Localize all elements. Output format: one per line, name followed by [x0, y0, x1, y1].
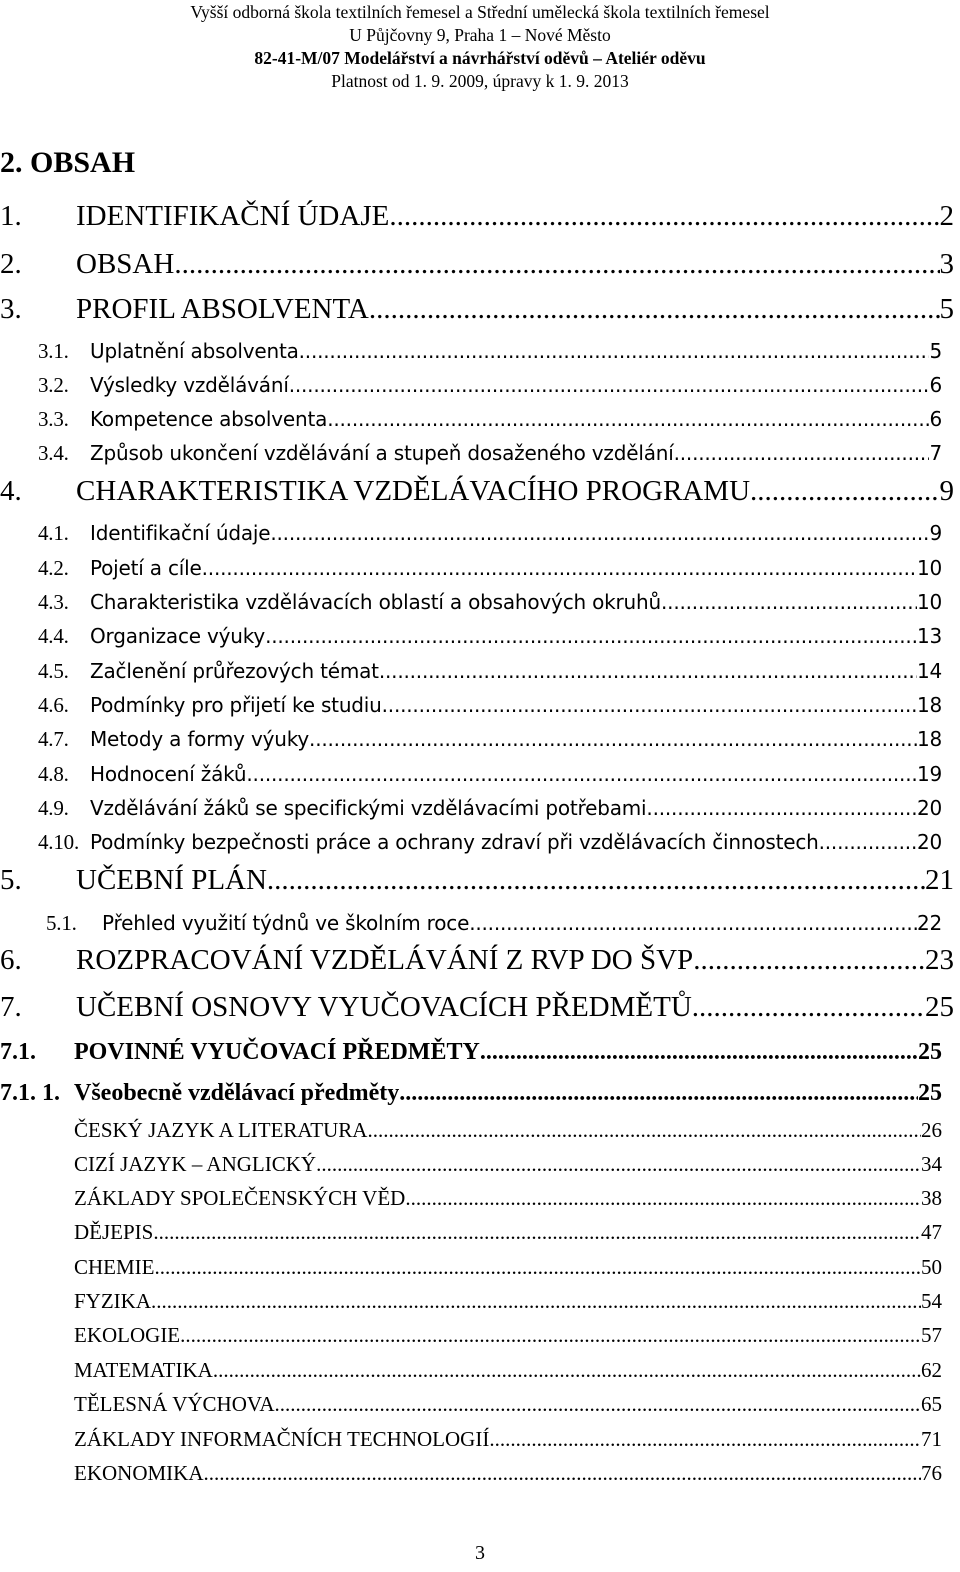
toc-entry-page: 5 [929, 339, 942, 363]
toc-entry-page: 9 [929, 521, 942, 545]
leader-dots [270, 521, 929, 545]
leader-dots [246, 762, 917, 786]
toc-entry-label: OBSAH [76, 248, 175, 280]
toc-entry[interactable] [38, 521, 942, 546]
leader-dots [174, 248, 939, 281]
toc-entry[interactable] [74, 1461, 942, 1486]
leader-dots [379, 659, 917, 683]
toc-entry-page: 54 [921, 1289, 942, 1313]
toc-entry[interactable] [74, 1186, 942, 1211]
leader-dots [819, 830, 917, 854]
toc-entry-label: Kompetence absolventa [90, 407, 328, 431]
toc-entry[interactable] [74, 1289, 942, 1314]
document-header [0, 1, 960, 93]
toc-entry-page: 38 [921, 1186, 942, 1210]
toc-entry[interactable] [0, 991, 954, 1024]
toc-entry-number: 4.6. [38, 693, 69, 717]
toc-entry-number: 7.1. 1. [0, 1080, 60, 1106]
toc-entry-page: 10 [916, 590, 942, 614]
toc-entry-page: 25 [925, 991, 954, 1023]
toc-entry-number: 2. [0, 248, 22, 280]
toc-entry-page: 6 [929, 373, 942, 397]
toc-entry-page: 2 [939, 200, 954, 232]
toc-entry-number: 6. [0, 944, 22, 976]
toc-entry-page: 19 [916, 762, 942, 786]
leader-dots [265, 624, 917, 648]
toc-entry[interactable] [38, 590, 942, 615]
toc-entry-number: 4.8. [38, 762, 69, 786]
toc-entry-page: 9 [939, 475, 954, 507]
leader-dots [480, 1039, 918, 1066]
toc-entry-label: POVINNÉ VYUČOVACÍ PŘEDMĚTY [74, 1039, 480, 1065]
leader-dots [661, 590, 917, 614]
toc-entry[interactable] [0, 864, 954, 897]
toc-entry-label: ČESKÝ JAZYK A LITERATURA [74, 1118, 368, 1142]
toc-entry-page: 26 [921, 1118, 942, 1142]
toc-entry[interactable] [38, 796, 942, 821]
toc-entry-number: 4. [0, 475, 22, 507]
toc-entry-page: 10 [916, 556, 942, 580]
toc-entry-label: PROFIL ABSOLVENTA [76, 293, 369, 325]
toc-entry[interactable] [38, 373, 942, 398]
toc-entry-page: 22 [916, 911, 942, 935]
leader-dots [646, 796, 917, 820]
toc-entry-page: 3 [939, 248, 954, 280]
section-title: 2. OBSAH [0, 146, 136, 179]
toc-entry[interactable] [0, 1080, 942, 1107]
toc-entry-number: 7.1. [0, 1039, 36, 1065]
leader-dots [750, 475, 939, 508]
leader-dots [316, 1152, 921, 1177]
toc-entry-page: 18 [916, 693, 942, 717]
leader-dots [369, 293, 940, 326]
toc-entry-label: Hodnocení žáků [90, 762, 247, 786]
toc-entry[interactable] [74, 1152, 942, 1177]
toc-entry-label: Identifikační údaje [90, 521, 271, 545]
toc-entry-label: UČEBNÍ PLÁN [76, 864, 267, 896]
toc-entry-page: 18 [916, 727, 942, 751]
toc-entry[interactable] [38, 727, 942, 752]
toc-entry-page: 20 [916, 830, 942, 854]
toc-entry-label: ROZPRACOVÁNÍ VZDĚLÁVÁNÍ Z RVP DO ŠVP [76, 944, 694, 976]
toc-entry-number: 4.5. [38, 659, 69, 683]
page-number: 3 [475, 1542, 485, 1564]
toc-entry[interactable] [74, 1323, 942, 1348]
toc-entry[interactable] [46, 911, 942, 936]
leader-dots [180, 1323, 921, 1348]
toc-entry-label: Přehled využití týdnů ve školním roce [102, 911, 470, 935]
toc-entry-label: ZÁKLADY INFORMAČNÍCH TECHNOLOGIÍ [74, 1427, 490, 1451]
toc-entry-label: Podmínky pro přijetí ke studiu [90, 693, 382, 717]
toc-entry-number: 7. [0, 991, 22, 1023]
leader-dots [202, 556, 917, 580]
toc-entry-label: FYZIKA [74, 1289, 151, 1313]
toc-entry-page: 21 [925, 864, 954, 896]
toc-entry-page: 50 [921, 1255, 942, 1279]
toc-entry-page: 34 [921, 1152, 942, 1176]
toc-entry-label: Všeobecně vzdělávací předměty [74, 1080, 400, 1106]
toc-entry-label: Výsledky vzdělávání [90, 373, 289, 397]
toc-entry-label: Charakteristika vzdělávacích oblastí a obsahových okruhů [90, 590, 661, 614]
toc-entry[interactable] [74, 1392, 942, 1417]
toc-entry-label: Způsob ukončení vzdělávání a stupeň dosaženého vzdělání [90, 441, 674, 465]
toc-entry-label: Začlenění průřezových témat [90, 659, 379, 683]
leader-dots [267, 864, 925, 897]
leader-dots [204, 1461, 922, 1486]
toc-entry[interactable] [38, 407, 942, 432]
leader-dots [692, 991, 925, 1024]
leader-dots [489, 1427, 921, 1452]
leader-dots [405, 1186, 921, 1211]
toc-entry-number: 4.7. [38, 727, 69, 751]
toc-entry[interactable] [74, 1220, 942, 1245]
toc-entry-page: 57 [921, 1323, 942, 1347]
toc-entry-page: 71 [921, 1427, 942, 1451]
toc-entry-number: 3.4. [38, 441, 69, 465]
toc-entry[interactable] [0, 944, 954, 977]
toc-entry-number: 3.3. [38, 407, 69, 431]
toc-entry[interactable] [38, 556, 942, 581]
toc-entry-number: 3.1. [38, 339, 69, 363]
header-program: 82-41-M/07 Modelářství a návrhářství oděvů – Ateliér oděvu [254, 48, 706, 68]
toc-entry[interactable] [74, 1255, 942, 1280]
toc-entry-page: 14 [916, 659, 942, 683]
toc-entry[interactable] [38, 830, 942, 855]
toc-entry-page: 23 [925, 944, 954, 976]
toc-entry[interactable] [0, 200, 954, 233]
toc-entry-label: Podmínky bezpečnosti práce a ochrany zdraví při vzdělávacích činnostech [90, 830, 819, 854]
toc-entry-label: Organizace výuky [90, 624, 266, 648]
toc-entry[interactable] [38, 624, 942, 649]
toc-entry-page: 47 [921, 1220, 942, 1244]
leader-dots [382, 693, 917, 717]
leader-dots [289, 373, 930, 397]
toc-entry-label: Metody a formy výuky [90, 727, 310, 751]
header-validity: Platnost od 1. 9. 2009, úpravy k 1. 9. 2013 [331, 71, 629, 91]
leader-dots [693, 944, 925, 977]
toc-entry[interactable] [0, 248, 954, 281]
toc-entry-label: TĚLESNÁ VÝCHOVA [74, 1392, 275, 1416]
toc-entry-label: ZÁKLADY SPOLEČENSKÝCH VĚD [74, 1186, 406, 1210]
leader-dots [367, 1118, 921, 1143]
toc-entry-label: IDENTIFIKAČNÍ ÚDAJE [76, 200, 390, 232]
leader-dots [151, 1289, 921, 1314]
leader-dots [327, 407, 929, 431]
toc-entry-number: 4.4. [38, 624, 69, 648]
toc-entry-label: CHEMIE [74, 1255, 155, 1279]
toc-entry[interactable] [38, 659, 942, 684]
toc-entry-number: 5. [0, 864, 22, 896]
toc-entry-page: 25 [918, 1039, 942, 1065]
leader-dots [399, 1080, 918, 1107]
toc-entry[interactable] [38, 693, 942, 718]
toc-entry[interactable] [0, 293, 954, 326]
toc-entry-number: 4.10. [38, 830, 80, 854]
toc-entry-page: 6 [929, 407, 942, 431]
leader-dots [213, 1358, 921, 1383]
leader-dots [469, 911, 917, 935]
toc-entry-page: 13 [916, 624, 942, 648]
toc-entry-number: 3.2. [38, 373, 69, 397]
toc-entry-label: DĚJEPIS [74, 1220, 154, 1244]
toc-entry[interactable] [74, 1118, 942, 1143]
toc-entry[interactable] [0, 1039, 942, 1066]
toc-entry-page: 62 [921, 1358, 942, 1382]
toc-entry[interactable] [38, 762, 942, 787]
toc-entry-number: 5.1. [46, 911, 77, 935]
toc-entry-label: EKOLOGIE [74, 1323, 181, 1347]
leader-dots [299, 339, 930, 363]
toc-entry-label: Vzdělávání žáků se specifickými vzdělávacími potřebami [90, 796, 647, 820]
toc-entry-label: CIZÍ JAZYK – ANGLICKÝ [74, 1152, 317, 1176]
toc-entry-label: Uplatnění absolventa [90, 339, 299, 363]
toc-entry[interactable] [38, 441, 942, 466]
toc-entry-label: CHARAKTERISTIKA VZDĚLÁVACÍHO PROGRAMU [76, 475, 751, 507]
leader-dots [153, 1220, 921, 1245]
toc-entry[interactable] [38, 339, 942, 364]
header-school-name: Vyšší odborná škola textilních řemesel a Střední umělecká škola textilních řemesel [190, 2, 770, 22]
toc-entry-number: 4.2. [38, 556, 69, 580]
toc-entry-page: 5 [939, 293, 954, 325]
leader-dots [309, 727, 917, 751]
header-address: U Půjčovny 9, Praha 1 – Nové Město [349, 25, 611, 45]
toc-entry-page: 25 [918, 1080, 942, 1106]
toc-entry-number: 4.9. [38, 796, 69, 820]
toc-entry-label: Pojetí a cíle [90, 556, 202, 580]
toc-entry-page: 20 [916, 796, 942, 820]
toc-entry-label: MATEMATIKA [74, 1358, 213, 1382]
leader-dots [389, 200, 939, 233]
toc-entry-label: EKONOMIKA [74, 1461, 204, 1485]
toc-entry-label: UČEBNÍ OSNOVY VYUČOVACÍCH PŘEDMĚTŮ [76, 991, 692, 1023]
toc-entry-page: 76 [921, 1461, 942, 1485]
toc-entry-number: 1. [0, 200, 22, 232]
toc-entry[interactable] [74, 1358, 942, 1383]
leader-dots [155, 1255, 922, 1280]
toc-entry-number: 3. [0, 293, 22, 325]
toc-entry-page: 65 [921, 1392, 942, 1416]
toc-entry-number: 4.3. [38, 590, 69, 614]
toc-entry-page: 7 [929, 441, 942, 465]
toc-entry[interactable] [0, 475, 954, 508]
leader-dots [274, 1392, 921, 1417]
leader-dots [674, 441, 930, 465]
toc-entry-number: 4.1. [38, 521, 69, 545]
toc-entry[interactable] [74, 1427, 942, 1452]
